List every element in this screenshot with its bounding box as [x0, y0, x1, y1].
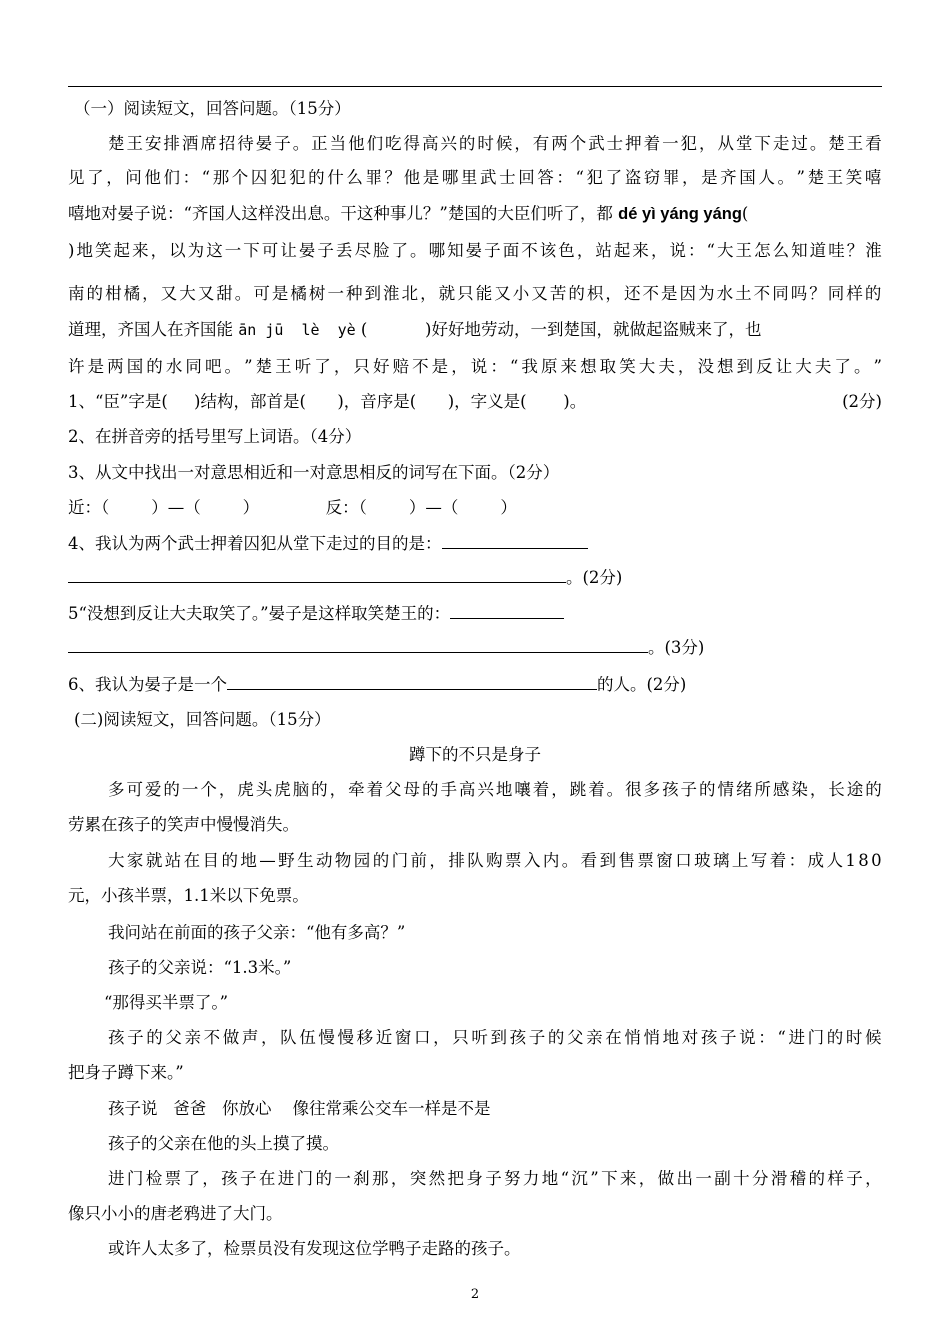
paragraph-line: 楚 王 安 排 酒 席 招 待 晏 子 。 正 当 他 们 吃 得 高 兴 的 时 候 ， 有 两 个 武 士 押 着 一 犯 ， 从 堂 下 走 过 。 楚 王 看 [108, 134, 882, 153]
story-title: 蹲下的不只是身子 [409, 745, 541, 764]
question-text: 1、“臣”字是( )结构，部首是( )，音序是( )，字义是( )。 [68, 392, 587, 411]
question-4 [68, 532, 882, 556]
paragraph-line: 南 的 柑 橘 ， 又 大 又 甜 。 可 是 橘 树 一 种 到 淮 北 ， 就 只 能 又 小 又 苦 的 枳 ， 还 不 是 因 为 水 土 不 同 吗 ？ 同 样 的 [68, 284, 882, 303]
question-2: 2、在拼音旁的括号里写上词语。（4分） [68, 427, 362, 446]
text-segment: ( [741, 204, 749, 223]
answer-blank[interactable] [442, 532, 588, 549]
paragraph-line: “那得买半票了。” [104, 993, 229, 1012]
question-5 [68, 602, 882, 626]
answer-blank[interactable] [68, 636, 648, 653]
question-3-answers [68, 496, 882, 520]
question-6 [68, 673, 882, 697]
paragraph-line: 见 了 ， 问 他 们 ： “ 那 个 囚 犯 犯 的 什 么 罪 ？ 他 是 哪 里 武 士 回 答 ： “ 犯 了 盗 窃 罪 ， 是 齐 国 人 。 ” 楚 王 笑 嘻 [68, 168, 882, 187]
section2-title: (二)阅读短文，回答问题。（15分） [74, 710, 331, 729]
paragraph-line: 我问站在前面的孩子父亲：“他有多高？” [108, 923, 406, 942]
paragraph-line: ) 地 笑 起 来 ， 以 为 这 一 下 可 让 晏 子 丢 尽 脸 了 。 哪 知 晏 子 面 不 该 色 ， 站 起 来 ， 说 ： “ 大 王 怎 么 知 道 哇 ？ 淮 [68, 241, 882, 260]
text-segment: 嘻地对晏子说：“齐国人这样没出息。干这种事儿？”楚国的大臣们听了，都 [68, 204, 613, 223]
answer-blank[interactable] [450, 602, 564, 619]
paragraph-line [68, 318, 882, 342]
question-text: 6、我认为晏子是一个 [68, 675, 227, 694]
text-segment: ( )好好地劳动，一到楚国，就做起盗贼来了，也 [360, 320, 762, 339]
text-segment: 道理，齐国人在齐国能 [68, 320, 233, 339]
answer-blank[interactable] [68, 566, 566, 583]
paragraph-line: 劳累在孩子的笑声中慢慢消失。 [68, 815, 299, 834]
paragraph-line: 或许人太多了，检票员没有发现这位学鸭子走路的孩子。 [108, 1239, 521, 1258]
paragraph-line: 大 家 就 站 在 目 的 地 — 野 生 动 物 园 的 门 前 ， 排 队 购 票 入 内 。 看 到 售 票 窗 口 玻 璃 上 写 着 ： 成 人 1 8 0 [108, 851, 882, 870]
question-5-line [68, 636, 882, 660]
pinyin-text: dé yì yáng yáng [618, 205, 742, 223]
pinyin-text: ān jū lè yè [238, 321, 356, 339]
paragraph-line: 孩 子 的 父 亲 不 做 声 ， 队 伍 慢 慢 移 近 窗 口 ， 只 听 到 孩 子 的 父 亲 在 悄 悄 地 对 孩 子 说 ： “ 进 门 的 时 候 [108, 1028, 882, 1047]
question-text: 4、我认为两个武士押着囚犯从堂下走过的目的是： [68, 534, 442, 553]
answer-blank[interactable] [227, 673, 597, 690]
question-1 [68, 390, 882, 414]
page-number: 2 [470, 1287, 480, 1302]
paragraph-line: 元，小孩半票，1.1米以下免票。 [68, 886, 309, 905]
score-label: 。(3分) [648, 638, 705, 657]
question-4-line [68, 566, 882, 590]
paragraph-line: 把身子蹲下来。” [68, 1063, 184, 1082]
section1-title: （一）阅读短文，回答问题。（15分） [74, 99, 351, 118]
header-rule [68, 86, 882, 87]
paragraph-line: 孩子说 爸爸 你放心 像往常乘公交车一样是不是 [108, 1099, 491, 1118]
paragraph-line: 像只小小的唐老鸦进了大门。 [68, 1204, 283, 1223]
paragraph-line: 进 门 检 票 了 ， 孩 子 在 进 门 的 一 刹 那 ， 突 然 把 身 子 努 力 地 “ 沉 ” 下 来 ， 做 出 一 副 十 分 滑 稽 的 样 子 ， [108, 1169, 882, 1188]
question-text: 5“没想到反让大夫取笑了。”晏子是这样取笑楚王的： [68, 604, 451, 623]
score-label: (2分) [842, 392, 882, 411]
paragraph-line: 孩子的父亲在他的头上摸了摸。 [108, 1134, 339, 1153]
paragraph-line: 许 是 两 国 的 水 同 吧 。 ” 楚 王 听 了 ， 只 好 赔 不 是 ， 说 ： “ 我 原 来 想 取 笑 大 夫 ， 没 想 到 反 让 大 夫 了 。 ” [68, 357, 882, 376]
score-label: 的人。(2分) [597, 675, 687, 694]
question-3: 3、从文中找出一对意思相近和一对意思相反的词写在下面。（2分） [68, 463, 560, 482]
opposite-answer-field[interactable]: 反：（ ）—（ ） [325, 498, 517, 517]
paragraph-line [68, 202, 882, 226]
score-label: 。(2分) [566, 568, 623, 587]
paragraph-line: 孩子的父亲说：“1.3米。” [108, 958, 292, 977]
near-answer-field[interactable]: 近：（ ）—（ ） [68, 498, 260, 517]
paragraph-line: 多 可 爱 的 一 个 ， 虎 头 虎 脑 的 ， 牵 着 父 母 的 手 高 兴 地 嚷 着 ， 跳 着 。 很 多 孩 子 的 情 绪 所 感 染 ， 长 途 的 [108, 780, 882, 799]
